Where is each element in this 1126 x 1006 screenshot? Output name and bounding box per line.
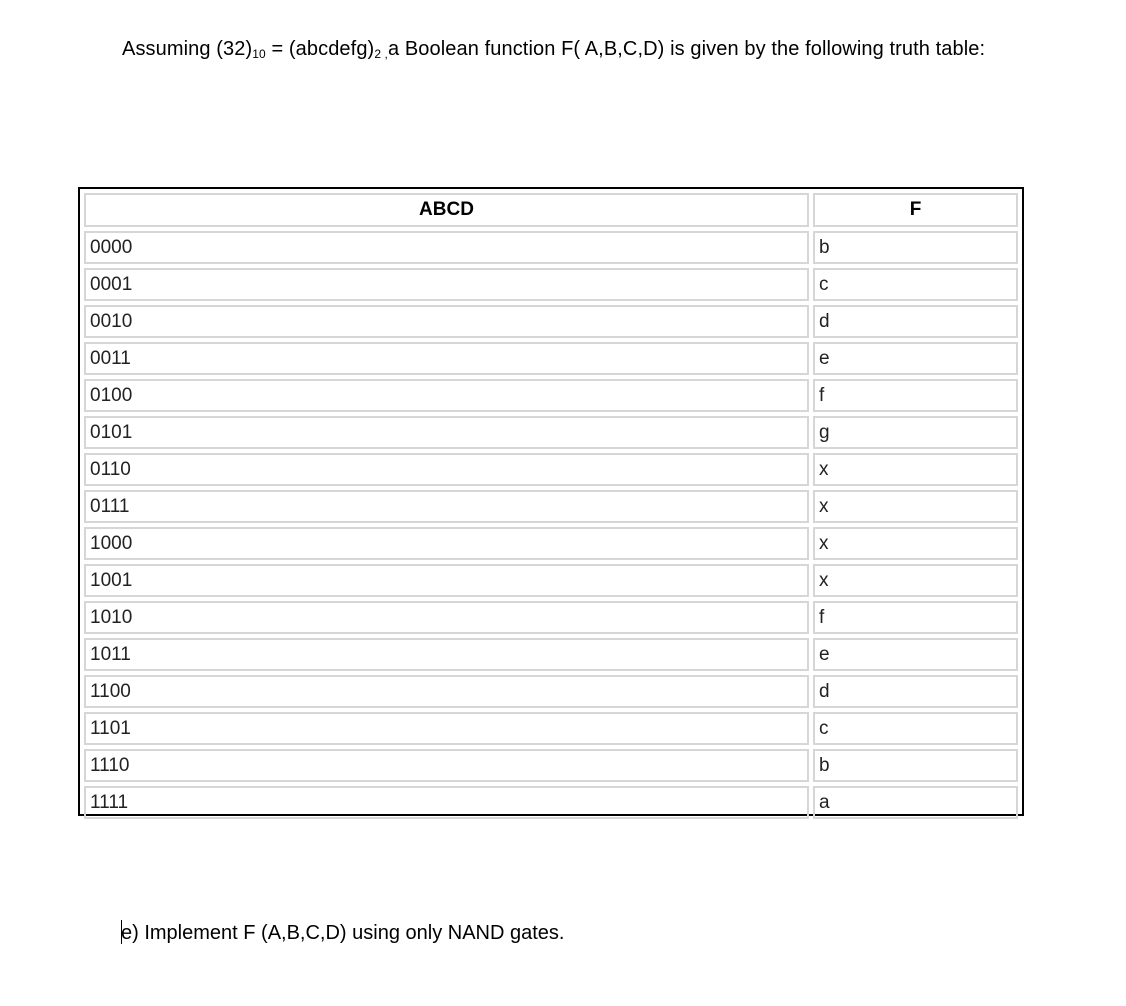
cell-abcd: 0111 — [84, 490, 809, 523]
truth-table-grid — [80, 189, 1022, 823]
cell-abcd: 0010 — [84, 305, 809, 338]
cell-f: g — [813, 416, 1018, 449]
cell-abcd: 1001 — [84, 564, 809, 597]
table-row — [84, 379, 1018, 412]
cell-f: x — [813, 527, 1018, 560]
table-body — [84, 231, 1018, 819]
cell-abcd: 1011 — [84, 638, 809, 671]
cell-abcd: 0101 — [84, 416, 809, 449]
cell-f: c — [813, 268, 1018, 301]
cell-f: x — [813, 564, 1018, 597]
cell-abcd: 0001 — [84, 268, 809, 301]
truth-table — [78, 187, 1024, 816]
header-f: F — [813, 193, 1018, 227]
table-row — [84, 786, 1018, 819]
table-row — [84, 268, 1018, 301]
cell-abcd: 1000 — [84, 527, 809, 560]
cell-abcd: 1110 — [84, 749, 809, 782]
header-abcd: ABCD — [84, 193, 809, 227]
table-row — [84, 527, 1018, 560]
table-row — [84, 490, 1018, 523]
cell-f: c — [813, 712, 1018, 745]
cell-abcd: 0011 — [84, 342, 809, 375]
cell-abcd: 1111 — [84, 786, 809, 819]
cell-f: x — [813, 490, 1018, 523]
cell-f: b — [813, 749, 1018, 782]
cell-f: f — [813, 601, 1018, 634]
cell-abcd: 0000 — [84, 231, 809, 264]
question-text — [122, 38, 985, 61]
table-row — [84, 601, 1018, 634]
question-prefix: Assuming (32) — [122, 38, 253, 60]
table-row — [84, 305, 1018, 338]
cell-abcd: 0100 — [84, 379, 809, 412]
cell-f: f — [813, 379, 1018, 412]
cell-abcd: 1010 — [84, 601, 809, 634]
table-row — [84, 638, 1018, 671]
cell-f: x — [813, 453, 1018, 486]
table-row — [84, 564, 1018, 597]
question-subscript-10: 10 — [252, 47, 266, 61]
question-subscript-2: 2 , — [374, 47, 388, 61]
cell-abcd: 0110 — [84, 453, 809, 486]
cell-f: a — [813, 786, 1018, 819]
table-row — [84, 342, 1018, 375]
table-row — [84, 231, 1018, 264]
cell-abcd: 1101 — [84, 712, 809, 745]
table-row — [84, 675, 1018, 708]
table-header-row — [84, 193, 1018, 227]
part-e-text: e) Implement F (A,B,C,D) using only NAND gates. — [121, 922, 565, 944]
cell-abcd: 1100 — [84, 675, 809, 708]
table-row — [84, 749, 1018, 782]
cell-f: d — [813, 305, 1018, 338]
cell-f: b — [813, 231, 1018, 264]
part-e-prompt[interactable] — [121, 920, 564, 945]
cell-f: e — [813, 638, 1018, 671]
question-mid: = (abcdefg) — [265, 38, 375, 60]
cell-f: d — [813, 675, 1018, 708]
table-row — [84, 712, 1018, 745]
question-suffix: a Boolean function F( A,B,C,D) is given by the following truth table: — [387, 38, 986, 60]
table-row — [84, 453, 1018, 486]
table-row — [84, 416, 1018, 449]
cell-f: e — [813, 342, 1018, 375]
